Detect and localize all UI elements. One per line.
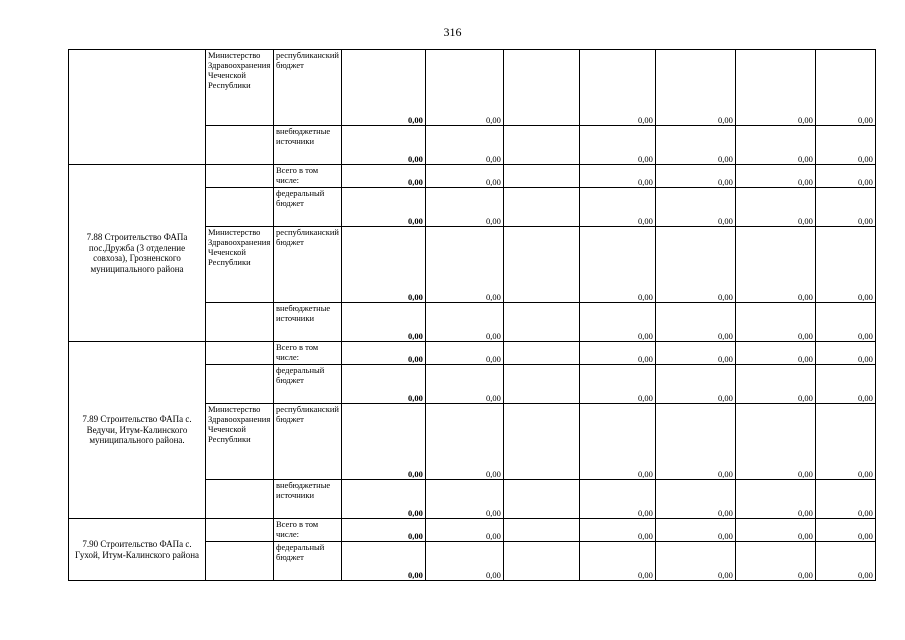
value-cell: 0,00 (655, 342, 735, 365)
total-value-cell: 0,00 (341, 188, 425, 227)
table-row (69, 165, 876, 188)
value-cell: 0,00 (425, 165, 503, 188)
responsible-cell (206, 165, 274, 188)
value-cell: 0,00 (655, 188, 735, 227)
responsible-cell: Министерство Здравоохранения Чеченской Республики (206, 404, 274, 480)
value-cell (503, 165, 579, 188)
value-cell (503, 227, 579, 303)
total-value-cell: 0,00 (341, 303, 425, 342)
value-cell: 0,00 (655, 126, 735, 165)
total-value-cell: 0,00 (341, 480, 425, 519)
responsible-cell (206, 126, 274, 165)
total-value-cell: 0,00 (341, 519, 425, 542)
responsible-cell (206, 303, 274, 342)
value-cell: 0,00 (735, 542, 815, 581)
value-cell: 0,00 (579, 480, 655, 519)
value-cell (503, 303, 579, 342)
value-cell: 0,00 (815, 227, 875, 303)
value-cell: 0,00 (425, 227, 503, 303)
funding-source-cell: Всего в том числе: (274, 165, 342, 188)
value-cell (503, 519, 579, 542)
value-cell: 0,00 (425, 519, 503, 542)
funding-source-cell: федеральный бюджет (274, 542, 342, 581)
funding-table (68, 49, 876, 581)
value-cell: 0,00 (735, 365, 815, 404)
value-cell: 0,00 (579, 404, 655, 480)
value-cell: 0,00 (735, 50, 815, 126)
value-cell: 0,00 (815, 126, 875, 165)
total-value-cell: 0,00 (341, 542, 425, 581)
value-cell: 0,00 (579, 519, 655, 542)
value-cell: 0,00 (579, 126, 655, 165)
funding-source-cell: республиканский бюджет (274, 227, 342, 303)
responsible-cell (206, 188, 274, 227)
value-cell: 0,00 (655, 303, 735, 342)
value-cell: 0,00 (425, 365, 503, 404)
value-cell: 0,00 (815, 404, 875, 480)
value-cell: 0,00 (425, 404, 503, 480)
responsible-cell (206, 519, 274, 542)
value-cell: 0,00 (735, 303, 815, 342)
funding-source-cell: республиканский бюджет (274, 404, 342, 480)
value-cell: 0,00 (815, 188, 875, 227)
value-cell: 0,00 (579, 165, 655, 188)
value-cell: 0,00 (815, 519, 875, 542)
table-row (69, 50, 876, 126)
value-cell: 0,00 (425, 188, 503, 227)
value-cell: 0,00 (735, 480, 815, 519)
value-cell (503, 480, 579, 519)
responsible-cell (206, 365, 274, 404)
total-value-cell: 0,00 (341, 126, 425, 165)
project-name-cell: 7.88 Строительство ФАПа пос.Дружба (3 отделение совхоза), Грозненского муниципального района (69, 165, 206, 342)
value-cell: 0,00 (425, 126, 503, 165)
value-cell: 0,00 (425, 342, 503, 365)
value-cell: 0,00 (815, 480, 875, 519)
value-cell (503, 342, 579, 365)
funding-source-cell: Всего в том числе: (274, 342, 342, 365)
value-cell: 0,00 (579, 365, 655, 404)
value-cell: 0,00 (425, 480, 503, 519)
value-cell (503, 542, 579, 581)
total-value-cell: 0,00 (341, 342, 425, 365)
responsible-cell: Министерство Здравоохранения Чеченской Республики (206, 50, 274, 126)
table-row (69, 519, 876, 542)
funding-source-cell: федеральный бюджет (274, 188, 342, 227)
funding-source-cell: Всего в том числе: (274, 519, 342, 542)
value-cell: 0,00 (735, 188, 815, 227)
value-cell: 0,00 (579, 303, 655, 342)
value-cell: 0,00 (425, 542, 503, 581)
value-cell: 0,00 (735, 404, 815, 480)
responsible-cell (206, 342, 274, 365)
value-cell (503, 50, 579, 126)
value-cell: 0,00 (815, 365, 875, 404)
value-cell: 0,00 (425, 303, 503, 342)
responsible-cell: Министерство Здравоохранения Чеченской Республики (206, 227, 274, 303)
value-cell: 0,00 (815, 342, 875, 365)
value-cell: 0,00 (655, 480, 735, 519)
value-cell: 0,00 (579, 342, 655, 365)
table-row (69, 342, 876, 365)
value-cell: 0,00 (655, 542, 735, 581)
total-value-cell: 0,00 (341, 165, 425, 188)
value-cell: 0,00 (579, 542, 655, 581)
total-value-cell: 0,00 (341, 227, 425, 303)
project-name-cell: 7.90 Строительство ФАПа с. Гухой, Итум-Калинского района (69, 519, 206, 581)
value-cell: 0,00 (815, 50, 875, 126)
value-cell: 0,00 (815, 542, 875, 581)
value-cell: 0,00 (655, 227, 735, 303)
value-cell: 0,00 (655, 365, 735, 404)
value-cell: 0,00 (579, 188, 655, 227)
funding-source-cell: федеральный бюджет (274, 365, 342, 404)
value-cell (503, 365, 579, 404)
value-cell: 0,00 (735, 519, 815, 542)
value-cell (503, 404, 579, 480)
responsible-cell (206, 542, 274, 581)
value-cell: 0,00 (425, 50, 503, 126)
value-cell: 0,00 (735, 126, 815, 165)
value-cell: 0,00 (815, 165, 875, 188)
total-value-cell: 0,00 (341, 50, 425, 126)
funding-source-cell: внебюджетные источники (274, 480, 342, 519)
value-cell: 0,00 (655, 165, 735, 188)
value-cell: 0,00 (655, 404, 735, 480)
funding-source-cell: внебюджетные источники (274, 303, 342, 342)
value-cell: 0,00 (579, 227, 655, 303)
total-value-cell: 0,00 (341, 365, 425, 404)
funding-source-cell: внебюджетные источники (274, 126, 342, 165)
value-cell: 0,00 (655, 50, 735, 126)
total-value-cell: 0,00 (341, 404, 425, 480)
value-cell (503, 188, 579, 227)
page-number: 316 (443, 25, 462, 39)
project-name-cell (69, 50, 206, 165)
responsible-cell (206, 480, 274, 519)
value-cell: 0,00 (815, 303, 875, 342)
value-cell: 0,00 (735, 227, 815, 303)
funding-source-cell: республиканский бюджет (274, 50, 342, 126)
value-cell: 0,00 (579, 50, 655, 126)
value-cell (503, 126, 579, 165)
project-name-cell: 7.89 Строительство ФАПа с. Ведучи, Итум-Калинского муниципального района. (69, 342, 206, 519)
value-cell: 0,00 (735, 165, 815, 188)
value-cell: 0,00 (735, 342, 815, 365)
value-cell: 0,00 (655, 519, 735, 542)
